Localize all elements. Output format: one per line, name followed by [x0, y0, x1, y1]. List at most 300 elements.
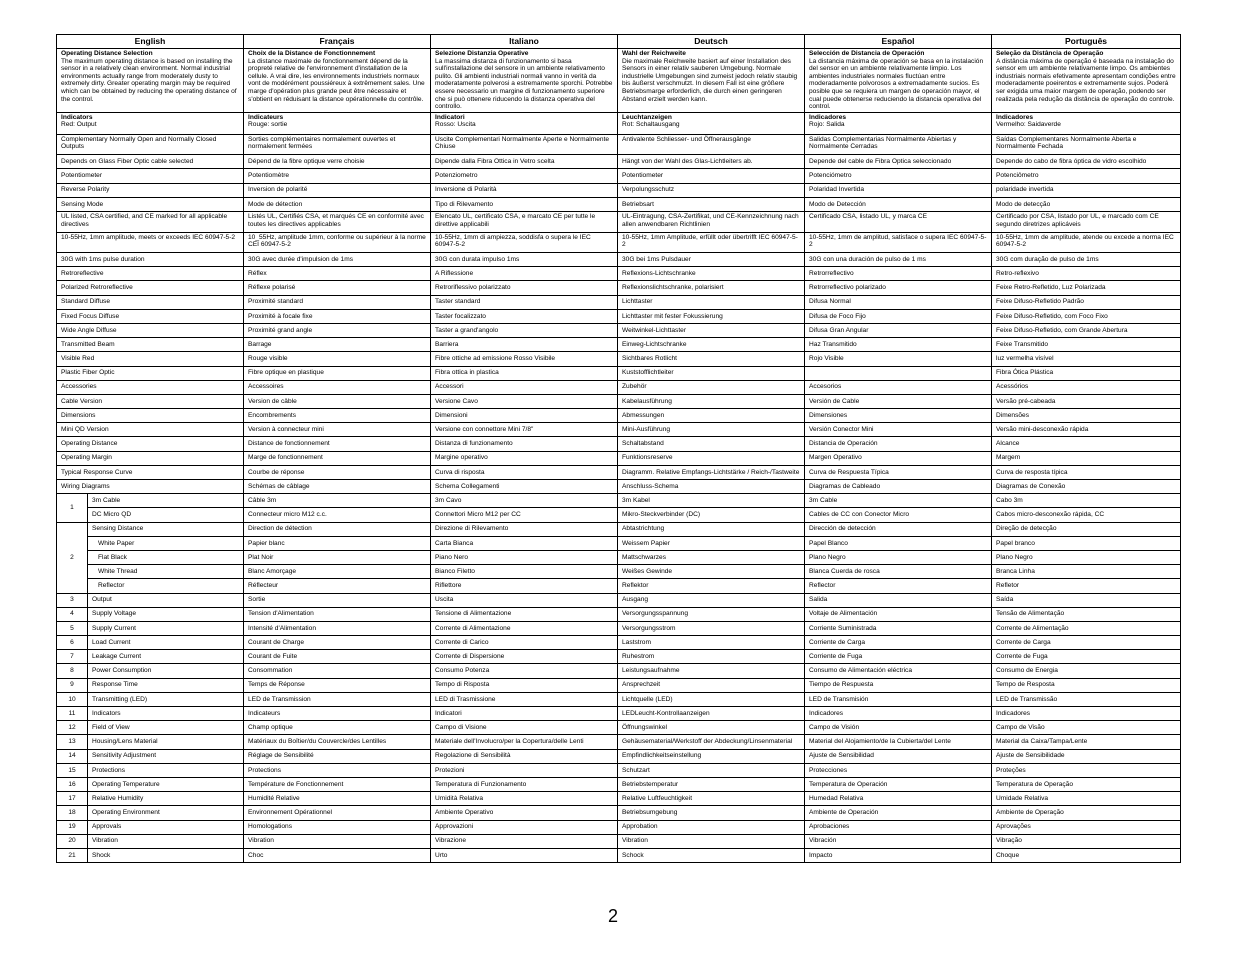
table-cell: Versión Conector Mini [805, 423, 992, 437]
table-cell: Betriebsumgebung [618, 806, 805, 820]
table-row [57, 494, 1181, 508]
table-cell: Barriera [431, 338, 618, 352]
row-number: 5 [57, 621, 88, 635]
table-cell: Leistungsaufnahme [618, 664, 805, 678]
header-english: English [57, 35, 244, 49]
table-cell: Mode de détection [244, 197, 431, 211]
table-cell: Accesorios [805, 380, 992, 394]
table-cell: Fibra Ótica Plástica [992, 366, 1181, 380]
table-cell: Plastic Fiber Optic [57, 366, 244, 380]
table-cell: Corrente de Carga [992, 636, 1181, 650]
table-cell: Courbe de réponse [244, 465, 431, 479]
table-row [57, 197, 1181, 211]
table-cell: Uscite Complementari Normalmente Aperte e Normalmente Chiuse [431, 134, 618, 155]
table-cell: Potenciómetro [805, 169, 992, 183]
table-cell: Einweg-Lichtschranke [618, 338, 805, 352]
table-cell: Material da Caixa/Tampa/Lente [992, 735, 1181, 749]
table-cell: 30G avec durée d'impulsion de 1ms [244, 253, 431, 267]
table-cell: Material del Alojamiento/de la Cubierta/del Lente [805, 735, 992, 749]
indicators-cell [431, 112, 618, 134]
operating-distance-cell [57, 49, 244, 113]
table-cell: Zubehör [618, 380, 805, 394]
table-cell: Voltaje de Alimentación [805, 607, 992, 621]
header-italian: Italiano [431, 35, 618, 49]
table-cell: Retrorreflectivo [805, 267, 992, 281]
table-cell: Corriente de Fuga [805, 650, 992, 664]
table-cell: Fibre optique en plastique [244, 366, 431, 380]
table-cell: Accessories [57, 380, 244, 394]
table-cell: Vibration [88, 834, 244, 848]
table-cell: Matériaux du Boîtier/du Couvercle/des Lentilles [244, 735, 431, 749]
table-cell: Tempo de Resposta [992, 678, 1181, 692]
table-cell: Sichtbares Rotlicht [618, 352, 805, 366]
table-cell: Rouge visible [244, 352, 431, 366]
table-cell: Materiale dell'Involucro/per la Copertura/delle Lenti [431, 735, 618, 749]
table-cell: Mikro-Steckverbinder (DC) [618, 508, 805, 522]
row-number: 18 [57, 806, 88, 820]
table-cell: Operating Margin [57, 451, 244, 465]
table-cell: Salida [805, 593, 992, 607]
table-cell: Taster standard [431, 295, 618, 309]
table-row [57, 621, 1181, 635]
table-cell: 30G with 1ms pulse duration [57, 253, 244, 267]
cell-title: Indicateurs [248, 113, 284, 121]
table-cell: Papel branco [992, 536, 1181, 550]
table-cell: Reflektor [618, 579, 805, 593]
row-number: 13 [57, 735, 88, 749]
cell-title: Selezione Distanzia Operative [435, 50, 529, 57]
table-cell: Inversion de polarité [244, 183, 431, 197]
indicators-cell [992, 112, 1181, 134]
table-cell: Protezioni [431, 763, 618, 777]
table-row [57, 707, 1181, 721]
table-row [57, 480, 1181, 494]
table-cell: Barrage [244, 338, 431, 352]
cell-title: Wahl der Reichweite [622, 50, 686, 57]
table-cell: Corriente Suministrada [805, 621, 992, 635]
table-cell: Standard Diffuse [57, 295, 244, 309]
table-cell: Consumo de Energia [992, 664, 1181, 678]
translation-table-page [56, 34, 1180, 863]
table-cell: 30G com duração de pulso de 1ms [992, 253, 1181, 267]
table-cell: Consumo Potenza [431, 664, 618, 678]
header-spanish: Español [805, 35, 992, 49]
table-cell: Champ optique [244, 721, 431, 735]
table-cell: Diagramas de Cableado [805, 480, 992, 494]
indicators-cell [805, 112, 992, 134]
table-cell [805, 366, 992, 380]
table-cell: Wiring Diagrams [57, 480, 244, 494]
table-cell: Proximité standard [244, 295, 431, 309]
group-number: 2 [57, 522, 88, 593]
table-cell: Corrente di Dispersione [431, 650, 618, 664]
operating-distance-row [57, 49, 1181, 113]
table-row [57, 777, 1181, 791]
table-cell: Salidas Complementarias Normalmente Abiertas y Normalmente Cerradas [805, 134, 992, 155]
table-cell: Laststrom [618, 636, 805, 650]
table-cell: Potenciômetro [992, 169, 1181, 183]
table-row [57, 749, 1181, 763]
table-row [57, 134, 1181, 155]
table-row [57, 735, 1181, 749]
table-cell: Margine operativo [431, 451, 618, 465]
table-cell: Bianco Filetto [431, 565, 618, 579]
cell-title: Selección de Distancia de Operación [809, 50, 925, 57]
table-cell: Choc [244, 848, 431, 862]
table-cell: Papel Blanco [805, 536, 992, 550]
table-row [57, 664, 1181, 678]
table-cell: Proximité grand angle [244, 323, 431, 337]
table-cell: Vibración [805, 834, 992, 848]
table-cell: Typical Response Curve [57, 465, 244, 479]
table-cell: Flat Black [88, 550, 244, 564]
table-cell: Curva de resposta típica [992, 465, 1181, 479]
table-cell: Depende do cabo de fibra óptica de vidro escolhido [992, 155, 1181, 169]
table-cell: Öffnungswinkel [618, 721, 805, 735]
table-cell: Weissem Papier [618, 536, 805, 550]
table-cell: Retro-reflexivo [992, 267, 1181, 281]
table-row [57, 394, 1181, 408]
table-cell: Tension d'Alimentation [244, 607, 431, 621]
table-cell: Retroriflessivo polarizzato [431, 281, 618, 295]
table-cell: Sensing Distance [88, 522, 244, 536]
table-cell: Ajuste de Sensibilidade [992, 749, 1181, 763]
table-cell: Branca Linha [992, 565, 1181, 579]
table-cell: Certificado CSA, listado UL, y marca CE [805, 212, 992, 233]
page-number: 2 [608, 906, 619, 926]
table-cell: Visible Red [57, 352, 244, 366]
table-row [57, 579, 1181, 593]
table-cell: Piano Nero [431, 550, 618, 564]
table-cell: Potentiometer [57, 169, 244, 183]
table-cell: Indicateurs [244, 707, 431, 721]
table-cell: Impacto [805, 848, 992, 862]
table-cell: Versão pré-cabeada [992, 394, 1181, 408]
table-cell: Funktionsreserve [618, 451, 805, 465]
table-cell: Elencato UL, certificato CSA, e marcato CE per tutte le direttive applicabili [431, 212, 618, 233]
table-cell: LEDLeucht-Kontrollaanzeigen [618, 707, 805, 721]
table-cell: Potentiometer [618, 169, 805, 183]
table-cell: Curva de Respuesta Típica [805, 465, 992, 479]
table-cell: Dimensiones [805, 409, 992, 423]
table-cell: Ansprechzeit [618, 678, 805, 692]
table-cell: Température de Fonctionnement [244, 777, 431, 791]
table-cell: White Thread [88, 565, 244, 579]
table-row [57, 763, 1181, 777]
table-cell: luz vermelha visível [992, 352, 1181, 366]
cell-body: Red: Output [61, 121, 97, 129]
table-row [57, 281, 1181, 295]
table-cell: Saída [992, 593, 1181, 607]
row-number: 11 [57, 707, 88, 721]
cell-body: The maximum operating distance is based on installing the sensor in a relatively clean environment. Normal industrial environments actually range from moderately dusty to extremely dirty. Greater operating margin may be required which can be obtained by reducing the operating distance of the control. [61, 57, 237, 103]
table-cell: 3m Cable [805, 494, 992, 508]
table-cell: Mini QD Version [57, 423, 244, 437]
table-cell: Retrorreflectivo polarizado [805, 281, 992, 295]
table-cell: 10-55Hz, 1mm de amplitud, satisface o supera IEC 60947-5-2 [805, 232, 992, 253]
table-cell: Approvazioni [431, 820, 618, 834]
table-cell: Protections [88, 763, 244, 777]
table-cell: Ambiente Operativo [431, 806, 618, 820]
table-row [57, 338, 1181, 352]
table-cell: Listés UL, Certifiés CSA, et marqués CE en conformité avec toutes les directives applicables [244, 212, 431, 233]
table-cell: 10_55Hz, amplitude 1mm, conforme ou supérieur à la norme CEI 60947-5-2 [244, 232, 431, 253]
cell-body: Vermelho: Saidaverde [996, 121, 1061, 129]
translation-table [56, 34, 1181, 863]
table-row [57, 650, 1181, 664]
table-cell: Campo di Visione [431, 721, 618, 735]
table-cell: Load Current [88, 636, 244, 650]
table-cell: Regolazione di Sensibilità [431, 749, 618, 763]
table-cell: Courant de Charge [244, 636, 431, 650]
table-cell: Indicadores [992, 707, 1181, 721]
table-cell: polaridade invertida [992, 183, 1181, 197]
table-cell: Humedad Relativa [805, 792, 992, 806]
table-cell: Modo de Detección [805, 197, 992, 211]
header-portuguese: Português [992, 35, 1181, 49]
table-cell: LED de Transmissão [992, 692, 1181, 706]
table-cell: Sorties complémentaires normalement ouvertes et normalement fermées [244, 134, 431, 155]
table-cell: Marge de fonctionnement [244, 451, 431, 465]
table-cell: Schémas de câblage [244, 480, 431, 494]
table-cell: Betriebsart [618, 197, 805, 211]
table-cell: Versorgungsstrom [618, 621, 805, 635]
operating-distance-cell [244, 49, 431, 113]
table-cell: Choque [992, 848, 1181, 862]
table-cell: Corrente di Alimentazione [431, 621, 618, 635]
table-row [57, 295, 1181, 309]
table-cell: Wide Angle Diffuse [57, 323, 244, 337]
table-cell: UL listed, CSA certified, and CE marked for all applicable directives [57, 212, 244, 233]
table-cell: Temperatura de Operação [992, 777, 1181, 791]
table-cell: Verpolungsschutz [618, 183, 805, 197]
table-cell: Plat Noir [244, 550, 431, 564]
table-cell: Temps de Réponse [244, 678, 431, 692]
table-cell: Cable Version [57, 394, 244, 408]
table-cell: DC Micro QD [88, 508, 244, 522]
table-cell: Vibrazione [431, 834, 618, 848]
table-cell: Vibration [618, 834, 805, 848]
table-cell: Umidade Relativa [992, 792, 1181, 806]
table-cell: Urto [431, 848, 618, 862]
table-cell: Potentiomètre [244, 169, 431, 183]
table-cell: Relative Humidity [88, 792, 244, 806]
row-number: 6 [57, 636, 88, 650]
table-cell: Feixe Retro-Refletido, Luz Polarizada [992, 281, 1181, 295]
table-cell: Taster a grand'angolo [431, 323, 618, 337]
table-cell: Haz Transmitido [805, 338, 992, 352]
table-row [57, 678, 1181, 692]
table-cell: Dépend de la fibre optique verre choisie [244, 155, 431, 169]
table-cell: Difusa Gran Angular [805, 323, 992, 337]
row-number: 16 [57, 777, 88, 791]
cell-title: Indicatori [435, 113, 465, 121]
table-cell: Connecteur micro M12 c.c. [244, 508, 431, 522]
table-cell: Sortie [244, 593, 431, 607]
table-cell: Ausgang [618, 593, 805, 607]
table-cell: Transmitting (LED) [88, 692, 244, 706]
table-cell: Aprovações [992, 820, 1181, 834]
table-row [57, 423, 1181, 437]
table-cell: Corrente de Fuga [992, 650, 1181, 664]
table-cell: Inversione di Polarità [431, 183, 618, 197]
table-cell: Power Consumption [88, 664, 244, 678]
table-row [57, 232, 1181, 253]
table-cell: LED de Transmisión [805, 692, 992, 706]
table-cell: Versão mini-desconexão rápida [992, 423, 1181, 437]
table-cell: 3m Cable [88, 494, 244, 508]
table-row [57, 848, 1181, 862]
table-cell: Corrente di Carico [431, 636, 618, 650]
table-cell: Corrente de Alimentação [992, 621, 1181, 635]
table-cell: Gehäusematerial/Werkstoff der Abdeckung/Linsenmaterial [618, 735, 805, 749]
table-cell: Réglage de Sensibilité [244, 749, 431, 763]
table-row [57, 267, 1181, 281]
table-cell: Uscita [431, 593, 618, 607]
table-cell: Diagramas de Conexão [992, 480, 1181, 494]
table-row [57, 212, 1181, 233]
row-number: 17 [57, 792, 88, 806]
table-cell: Modo de detecção [992, 197, 1181, 211]
row-number: 8 [57, 664, 88, 678]
table-cell: Versione con connettore Mini 7/8" [431, 423, 618, 437]
table-cell: Dipende dalla Fibra Ottica in Vetro scelta [431, 155, 618, 169]
cell-title: Indicadores [809, 113, 847, 121]
table-cell: Potenziometro [431, 169, 618, 183]
table-cell: 30G con una duración de pulso de 1 ms [805, 253, 992, 267]
table-cell: Difusa Normal [805, 295, 992, 309]
table-cell: Rojo Visible [805, 352, 992, 366]
table-cell: Dimensions [57, 409, 244, 423]
table-cell: Ambiente de Operación [805, 806, 992, 820]
cell-body: La massima distanza di funzionamento si basa sull'installazione del sensore in un ambiente relativamento pulito. Gli ambienti industriali normali vanno in verità da moderatamente polverosi a estremamente sporchi. Potrebbe essere necessario un margine di funzionamento superiore che si può ottenere riducendo la distanza operativa del controllo. [435, 57, 613, 111]
table-cell: Plano Negro [805, 550, 992, 564]
operating-distance-cell [992, 49, 1181, 113]
table-cell: Dirección de detección [805, 522, 992, 536]
table-cell: Carta Bianca [431, 536, 618, 550]
table-cell: Tipo di Rilevamento [431, 197, 618, 211]
table-row [57, 437, 1181, 451]
table-cell: Supply Current [88, 621, 244, 635]
table-cell: Acessórios [992, 380, 1181, 394]
table-cell: Encombrements [244, 409, 431, 423]
table-cell: Cabos micro-desconexão rápida, CC [992, 508, 1181, 522]
table-cell: Homologations [244, 820, 431, 834]
table-cell: Response Time [88, 678, 244, 692]
table-cell: Direction de détection [244, 522, 431, 536]
table-row [57, 806, 1181, 820]
indicators-row [57, 112, 1181, 134]
table-row [57, 820, 1181, 834]
table-cell: Environnement Opérationnel [244, 806, 431, 820]
table-cell: LED de Transmission [244, 692, 431, 706]
table-cell: Lichtquelle (LED) [618, 692, 805, 706]
table-cell: Temperatura di Funzionamento [431, 777, 618, 791]
table-cell: Refletor [992, 579, 1181, 593]
table-cell: Indicatori [431, 707, 618, 721]
table-cell: Empfindlichkeitseinstellung [618, 749, 805, 763]
table-cell: Proteções [992, 763, 1181, 777]
table-cell: Dimensões [992, 409, 1181, 423]
table-cell: Version à connecteur mini [244, 423, 431, 437]
table-cell: Feixe Transmitido [992, 338, 1181, 352]
table-cell: Campo de Visão [992, 721, 1181, 735]
table-cell: Margen Operativo [805, 451, 992, 465]
table-cell: A Riflessione [431, 267, 618, 281]
table-cell: Field of View [88, 721, 244, 735]
table-cell: Saídas Complementares Normalmente Aberta e Normalmente Fechada [992, 134, 1181, 155]
table-cell: Vibração [992, 834, 1181, 848]
table-cell: Intensité d'Alimentation [244, 621, 431, 635]
table-cell: Operating Environment [88, 806, 244, 820]
table-cell: Version de câble [244, 394, 431, 408]
table-cell: Proximité à focale fixe [244, 309, 431, 323]
table-cell: Abmessungen [618, 409, 805, 423]
table-cell: Certificado por CSA, listado por UL, e marcado com CE segundo diretrizes aplicáveis [992, 212, 1181, 233]
table-cell: Approbation [618, 820, 805, 834]
table-row [57, 366, 1181, 380]
table-cell: Blanc Amorçage [244, 565, 431, 579]
table-cell: Blanca Cuerda de rosca [805, 565, 992, 579]
table-cell: Vibration [244, 834, 431, 848]
table-cell: Difusa de Foco Fijo [805, 309, 992, 323]
row-number: 10 [57, 692, 88, 706]
table-cell: Curva di risposta [431, 465, 618, 479]
group-number: 1 [57, 494, 88, 522]
table-cell: Leakage Current [88, 650, 244, 664]
table-cell: Schock [618, 848, 805, 862]
table-cell: 30G con durata impulso 1ms [431, 253, 618, 267]
table-row [57, 834, 1181, 848]
table-cell: Abtastrichtung [618, 522, 805, 536]
table-cell: Réflecteur [244, 579, 431, 593]
indicators-cell [57, 112, 244, 134]
table-row [57, 692, 1181, 706]
cell-body: Die maximale Reichweite basiert auf einer Installation des Sensors in einer relativ sauberen Umgebung. Normale industrielle Umgebungen sind zumeist jedoch relativ staubig bis äußerst verschmutzt. In diesem Fall ist eine größere Betriebsmarge erforderlich, die durch einen geringeren Abstand erzielt werden kann. [622, 57, 798, 103]
row-number: 7 [57, 650, 88, 664]
table-row [57, 451, 1181, 465]
table-row [57, 508, 1181, 522]
table-cell: Feixe Difuso-Refletido Padrão [992, 295, 1181, 309]
table-cell: Courant de Fuite [244, 650, 431, 664]
table-cell: LED di Trasmissione [431, 692, 618, 706]
operating-distance-cell [431, 49, 618, 113]
table-row [57, 380, 1181, 394]
operating-distance-cell [618, 49, 805, 113]
table-cell: Ruhestrom [618, 650, 805, 664]
table-row [57, 536, 1181, 550]
table-row [57, 593, 1181, 607]
table-cell: Approvals [88, 820, 244, 834]
table-cell: Versión de Cable [805, 394, 992, 408]
table-cell: Operating Distance [57, 437, 244, 451]
table-cell: Dimensioni [431, 409, 618, 423]
header-german: Deutsch [618, 35, 805, 49]
table-cell: Antivalente Schliesser- und Öffnerausgänge [618, 134, 805, 155]
table-cell: Aprobaciones [805, 820, 992, 834]
table-row [57, 792, 1181, 806]
table-cell: Operating Temperature [88, 777, 244, 791]
table-cell: Réflexe polarisé [244, 281, 431, 295]
cell-body: Rosso: Uscita [435, 121, 476, 129]
table-cell: Feixe Difuso-Refletido, com Foco Fixo [992, 309, 1181, 323]
table-row [57, 183, 1181, 197]
table-row [57, 253, 1181, 267]
row-number: 15 [57, 763, 88, 777]
table-cell: Hängt von der Wahl des Glas-Lichtleiters ab. [618, 155, 805, 169]
cell-title: Indicadores [996, 113, 1034, 121]
row-number: 20 [57, 834, 88, 848]
